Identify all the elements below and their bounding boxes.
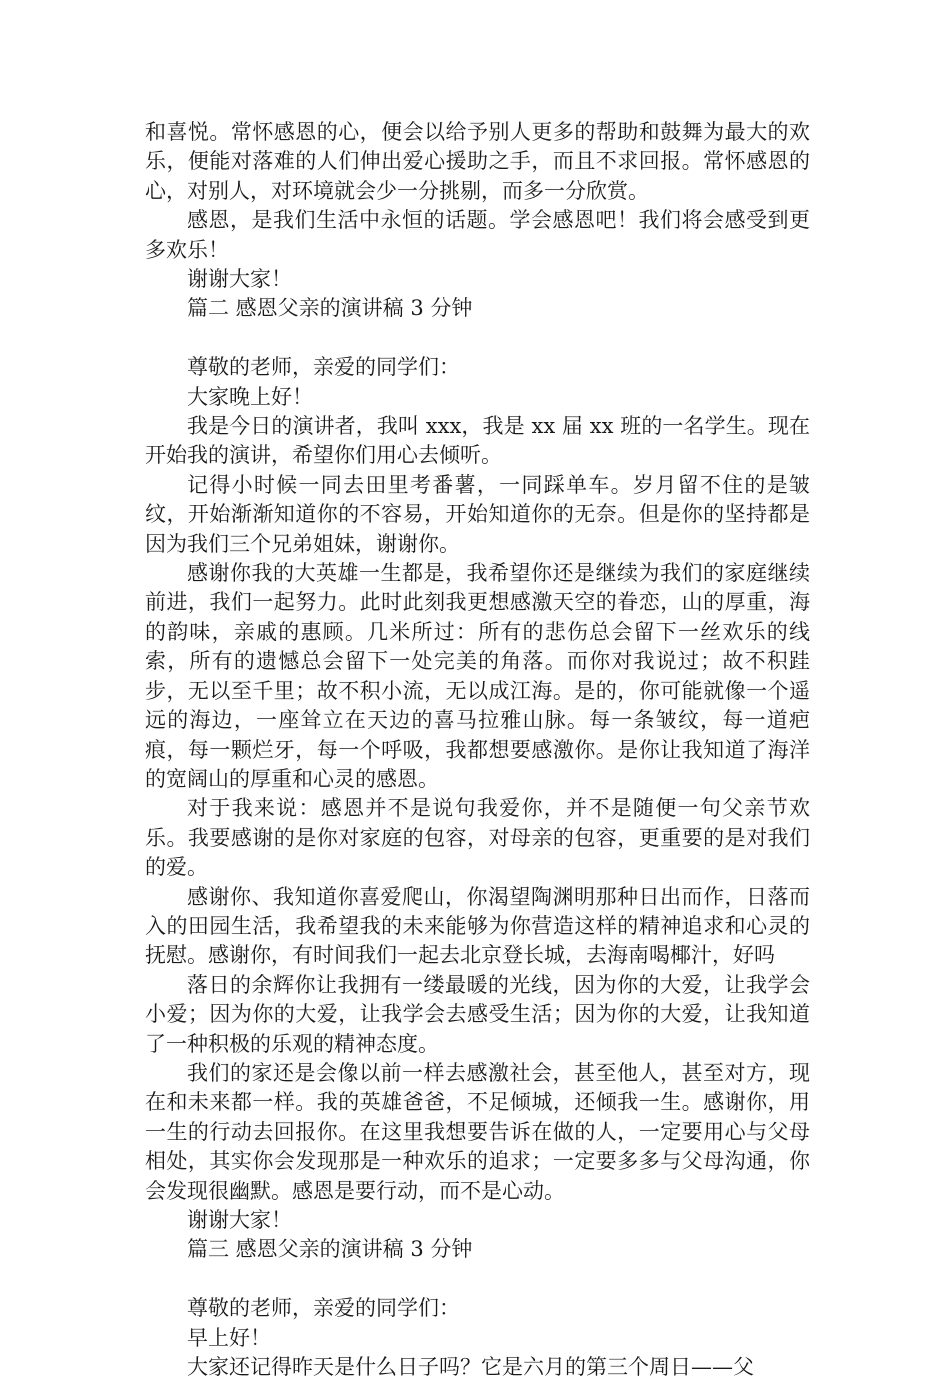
greeting: 大家晚上好！ (187, 384, 313, 409)
body-paragraph: 我是今日的演讲者，我叫 xxx，我是 xx 届 xx 班的一名学生。现在开始我的演讲，希望你们用心去倾听。 (145, 414, 810, 468)
body-paragraph: 我们的家还是会像以前一样去感激社会，甚至他人，甚至对方，现在和未来都一样。我的英雄爸爸，不足倾城，还倾我一生。感谢你，用一生的行动去回报你。在这里我想要告诉在做的人，一定要用心与父母相处，其实你会发现那是一种欢乐的追求；一定要多多与父母沟通，你会发现很幽默。感恩是要行动，而不是心动。 (145, 1060, 810, 1203)
body-paragraph: 大家还记得昨天是什么日子吗？它是六月的第三个周日——父 (187, 1355, 754, 1380)
body-paragraph: 对于我来说：感恩并不是说句我爱你，并不是随便一句父亲节欢乐。我要感谢的是你对家庭的包容，对母亲的包容，更重要的是对我们的爱。 (145, 796, 810, 880)
greeting: 早上好！ (187, 1325, 271, 1350)
salutation: 尊敬的老师，亲爱的同学们： (187, 1296, 460, 1321)
body-paragraph: 落日的余辉你让我拥有一缕最暖的光线，因为你的大爱，让我学会小爱；因为你的大爱，让我学会去感受生活；因为你的大爱，让我知道了一种积极的乐观的精神态度。 (145, 972, 810, 1056)
closing-line: 谢谢大家！ (187, 1208, 292, 1233)
section-heading: 篇二 感恩父亲的演讲稿 3 分钟 (187, 296, 473, 321)
body-paragraph: 感谢你、我知道你喜爱爬山，你渴望陶渊明那种日出而作，日落而入的田园生活，我希望我的未来能够为你营造这样的精神追求和心灵的抚慰。感谢你，有时间我们一起去北京登长城，去海南喝椰汁，好吗 (145, 884, 810, 968)
body-paragraph: 感恩，是我们生活中永恒的话题。学会感恩吧！我们将会感受到更多欢乐！ (145, 208, 810, 262)
continued-paragraph: 和喜悦。常怀感恩的心，便会以给予别人更多的帮助和鼓舞为最大的欢乐，便能对落难的人们伸出爱心援助之手，而且不求回报。常怀感恩的心，对别人，对环境就会少一分挑剔，而多一分欣赏。 (145, 120, 810, 203)
document-page (145, 118, 810, 1382)
body-paragraph: 感谢你我的大英雄一生都是，我希望你还是继续为我们的家庭继续前进，我们一起努力。此时此刻我更想感激天空的眷恋，山的厚重，海的韵味，亲戚的惠顾。几米所过：所有的悲伤总会留下一丝欢乐的线索，所有的遗憾总会留下一处完美的角落。而你对我说过；故不积跬步，无以至千里；故不积小流，无以成江海。是的，你可能就像一个遥远的海边，一座耸立在天边的喜马拉雅山脉。每一条皱纹，每一道疤痕，每一颗烂牙，每一个呼吸，我都想要感激你。是你让我知道了海洋的宽阔山的厚重和心灵的感恩。 (145, 561, 810, 791)
section-heading: 篇三 感恩父亲的演讲稿 3 分钟 (187, 1237, 473, 1262)
body-paragraph: 记得小时候一同去田里考番薯，一同踩单车。岁月留不住的是皱纹，开始渐渐知道你的不容易，开始知道你的无奈。但是你的坚持都是因为我们三个兄弟姐妹，谢谢你。 (145, 472, 810, 556)
blank-line (145, 324, 810, 353)
salutation: 尊敬的老师，亲爱的同学们： (187, 355, 460, 380)
closing-line: 谢谢大家！ (187, 267, 292, 292)
blank-line (145, 1265, 810, 1294)
